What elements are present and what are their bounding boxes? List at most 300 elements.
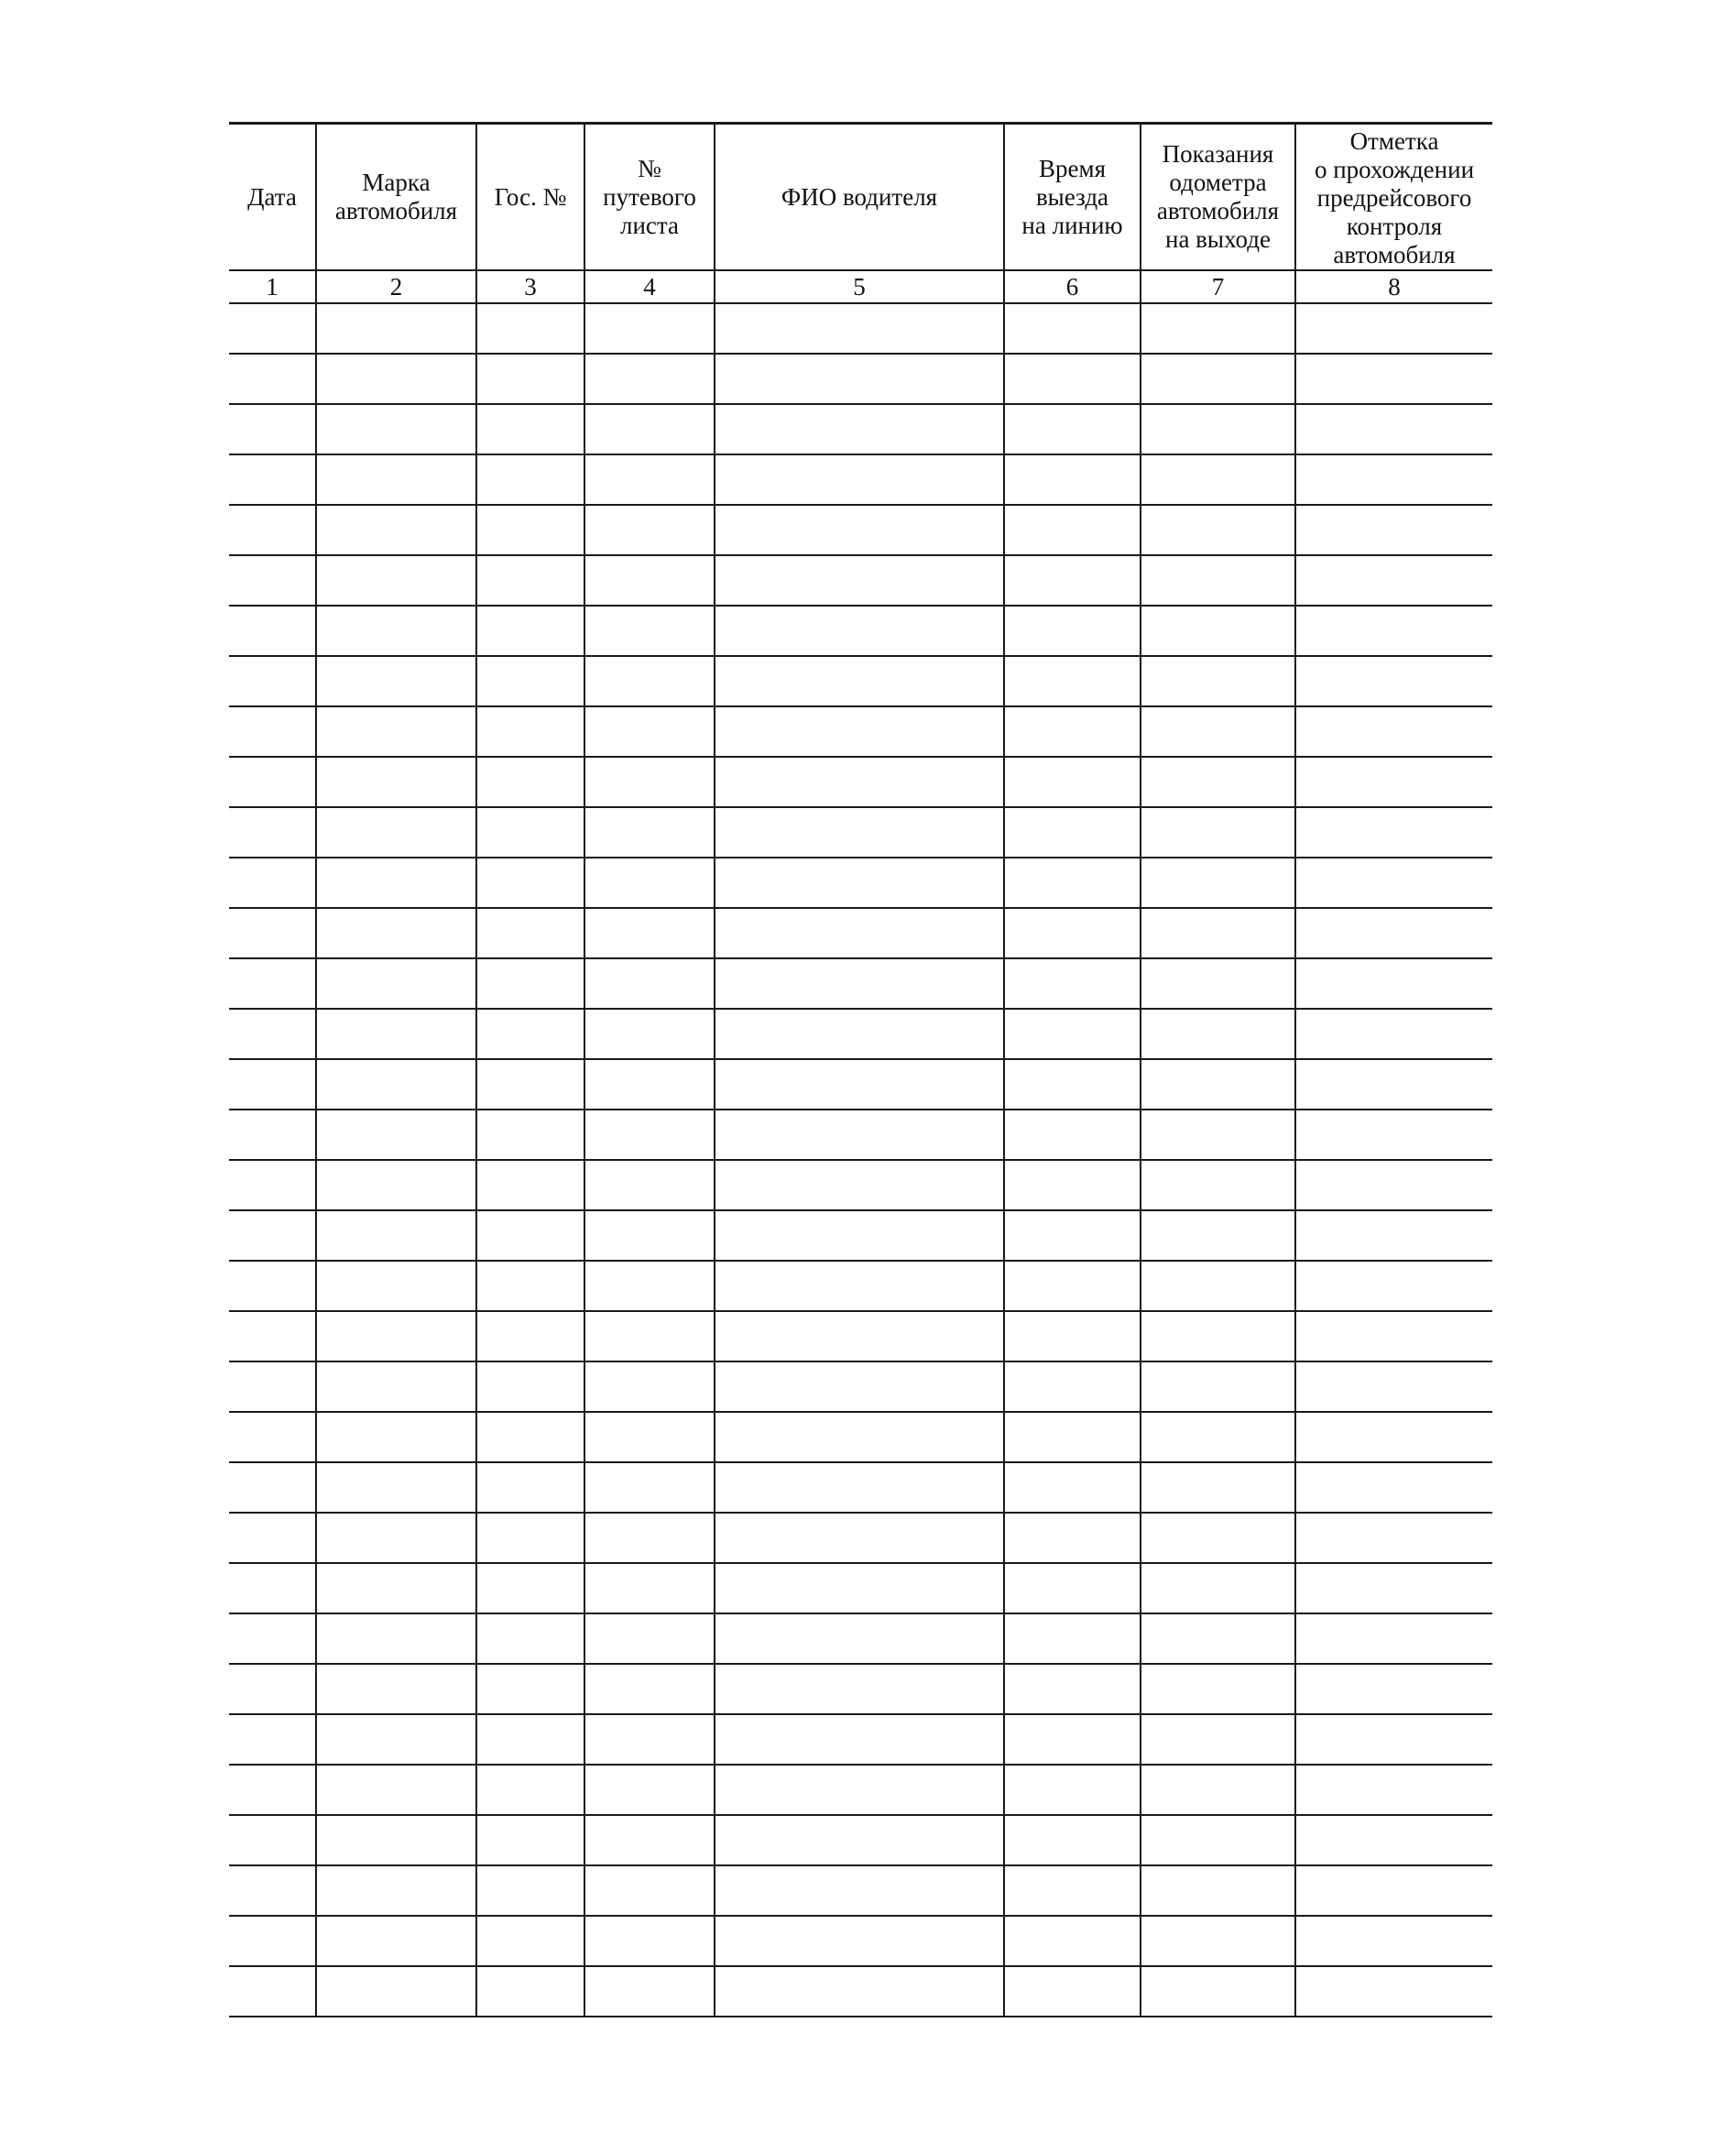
waybill-number-cell [584,1261,715,1311]
odometer-cell [1141,1361,1295,1412]
odometer-cell [1141,1412,1295,1462]
odometer-cell [1141,354,1295,404]
departure-time-cell [1004,555,1141,606]
departure-time-cell [1004,757,1141,807]
check-mark-cell [1295,1462,1492,1513]
check-mark-cell [1295,1865,1492,1916]
driver-name-cell [715,807,1004,858]
column-number: 6 [1004,270,1141,303]
date-cell [229,606,316,656]
waybill-number-cell [584,1311,715,1361]
waybill-number-cell [584,1361,715,1412]
waybill-number-cell [584,1009,715,1059]
check-mark-cell [1295,1613,1492,1664]
driver-name-cell [715,1664,1004,1714]
driver-name-cell [715,1563,1004,1613]
driver-name-cell [715,1261,1004,1311]
car-brand-cell [316,1009,476,1059]
check-mark-cell [1295,1160,1492,1210]
odometer-cell [1141,1714,1295,1765]
table-row [229,706,1492,757]
departure-time-cell [1004,1765,1141,1815]
date-cell [229,1563,316,1613]
date-cell [229,1916,316,1966]
plate-number-cell [476,1815,584,1865]
date-cell [229,1462,316,1513]
odometer-cell [1141,1865,1295,1916]
driver-name-cell [715,1009,1004,1059]
table-row [229,303,1492,354]
waybill-number-cell [584,303,715,354]
header-date: Дата [229,124,316,271]
plate-number-cell [476,1059,584,1110]
driver-name-cell [715,1412,1004,1462]
date-cell [229,404,316,454]
odometer-cell [1141,555,1295,606]
plate-number-cell [476,706,584,757]
date-cell [229,1966,316,2017]
column-number: 4 [584,270,715,303]
odometer-cell [1141,404,1295,454]
departure-time-cell [1004,1361,1141,1412]
odometer-cell [1141,1613,1295,1664]
driver-name-cell [715,1210,1004,1261]
car-brand-cell [316,757,476,807]
check-mark-cell [1295,757,1492,807]
driver-name-cell [715,1916,1004,1966]
date-cell [229,1210,316,1261]
column-number: 2 [316,270,476,303]
date-cell [229,555,316,606]
departure-time-cell [1004,656,1141,706]
table-row [229,1412,1492,1462]
date-cell [229,1613,316,1664]
waybill-number-cell [584,1462,715,1513]
driver-name-cell [715,706,1004,757]
driver-name-cell [715,303,1004,354]
driver-name-cell [715,505,1004,555]
check-mark-cell [1295,807,1492,858]
car-brand-cell [316,404,476,454]
departure-time-cell [1004,1311,1141,1361]
table-row [229,757,1492,807]
plate-number-cell [476,1865,584,1916]
plate-number-cell [476,1513,584,1563]
departure-time-cell [1004,706,1141,757]
car-brand-cell [316,1513,476,1563]
table-row [229,1563,1492,1613]
odometer-cell [1141,1815,1295,1865]
plate-number-cell [476,757,584,807]
table-row [229,454,1492,505]
driver-name-cell [715,454,1004,505]
driver-name-cell [715,958,1004,1009]
date-cell [229,858,316,908]
plate-number-cell [476,1311,584,1361]
car-brand-cell [316,1311,476,1361]
check-mark-cell [1295,1916,1492,1966]
plate-number-cell [476,1765,584,1815]
table-row [229,1865,1492,1916]
table-row [229,1966,1492,2017]
waybill-number-cell [584,1664,715,1714]
odometer-cell [1141,1563,1295,1613]
odometer-cell [1141,606,1295,656]
waybill-number-cell [584,908,715,958]
table-row [229,1664,1492,1714]
driver-name-cell [715,1462,1004,1513]
driver-name-cell [715,656,1004,706]
waybill-number-cell [584,1160,715,1210]
driver-name-cell [715,757,1004,807]
waybill-number-cell [584,555,715,606]
odometer-cell [1141,656,1295,706]
column-number: 8 [1295,270,1492,303]
departure-time-cell [1004,505,1141,555]
car-brand-cell [316,656,476,706]
plate-number-cell [476,1916,584,1966]
driver-name-cell [715,404,1004,454]
odometer-cell [1141,958,1295,1009]
header-odometer-reading: Показания одометра автомобиля на выходе [1141,124,1295,271]
plate-number-cell [476,908,584,958]
departure-time-cell [1004,1966,1141,2017]
log-table [229,122,1492,2017]
table-row [229,1462,1492,1513]
departure-time-cell [1004,1009,1141,1059]
check-mark-cell [1295,1412,1492,1462]
waybill-number-cell [584,1865,715,1916]
check-mark-cell [1295,958,1492,1009]
car-brand-cell [316,1160,476,1210]
departure-time-cell [1004,1210,1141,1261]
log-table-body [229,303,1492,2017]
check-mark-cell [1295,1765,1492,1815]
waybill-number-cell [584,606,715,656]
car-brand-cell [316,858,476,908]
date-cell [229,1765,316,1815]
check-mark-cell [1295,1664,1492,1714]
departure-time-cell [1004,1110,1141,1160]
waybill-number-cell [584,354,715,404]
car-brand-cell [316,908,476,958]
plate-number-cell [476,807,584,858]
car-brand-cell [316,1765,476,1815]
odometer-cell [1141,1765,1295,1815]
table-row [229,354,1492,404]
table-row [229,505,1492,555]
departure-time-cell [1004,908,1141,958]
plate-number-cell [476,656,584,706]
waybill-number-cell [584,1513,715,1563]
waybill-number-cell [584,1966,715,2017]
plate-number-cell [476,1160,584,1210]
car-brand-cell [316,1865,476,1916]
check-mark-cell [1295,555,1492,606]
odometer-cell [1141,454,1295,505]
waybill-number-cell [584,706,715,757]
table-row [229,1160,1492,1210]
waybill-number-cell [584,404,715,454]
car-brand-cell [316,1210,476,1261]
waybill-number-cell [584,858,715,908]
date-cell [229,454,316,505]
odometer-cell [1141,1009,1295,1059]
departure-time-cell [1004,1815,1141,1865]
waybill-number-cell [584,958,715,1009]
driver-name-cell [715,555,1004,606]
departure-time-cell [1004,858,1141,908]
column-number: 3 [476,270,584,303]
header-departure-time: Время выезда на линию [1004,124,1141,271]
car-brand-cell [316,1261,476,1311]
plate-number-cell [476,1009,584,1059]
date-cell [229,1513,316,1563]
table-row [229,555,1492,606]
driver-name-cell [715,1613,1004,1664]
table-row [229,1110,1492,1160]
header-waybill-number: № путевого листа [584,124,715,271]
car-brand-cell [316,706,476,757]
driver-name-cell [715,1059,1004,1110]
odometer-cell [1141,757,1295,807]
table-row [229,1361,1492,1412]
table-row [229,1311,1492,1361]
table-row [229,1916,1492,1966]
table-row [229,606,1492,656]
header-driver-name: ФИО водителя [715,124,1004,271]
driver-name-cell [715,354,1004,404]
waybill-number-cell [584,505,715,555]
departure-time-cell [1004,1261,1141,1311]
odometer-cell [1141,1110,1295,1160]
date-cell [229,1009,316,1059]
check-mark-cell [1295,454,1492,505]
odometer-cell [1141,1210,1295,1261]
driver-name-cell [715,606,1004,656]
table-row [229,1513,1492,1563]
car-brand-cell [316,303,476,354]
waybill-number-cell [584,807,715,858]
column-number: 5 [715,270,1004,303]
car-brand-cell [316,1664,476,1714]
table-row [229,1765,1492,1815]
table-row [229,807,1492,858]
table-row [229,958,1492,1009]
departure-time-cell [1004,404,1141,454]
table-row [229,1210,1492,1261]
driver-name-cell [715,1815,1004,1865]
odometer-cell [1141,505,1295,555]
plate-number-cell [476,505,584,555]
table-row [229,908,1492,958]
departure-time-cell [1004,1664,1141,1714]
check-mark-cell [1295,303,1492,354]
date-cell [229,706,316,757]
waybill-number-cell [584,1613,715,1664]
plate-number-cell [476,454,584,505]
departure-time-cell [1004,1865,1141,1916]
departure-time-cell [1004,1563,1141,1613]
waybill-number-cell [584,1714,715,1765]
car-brand-cell [316,1059,476,1110]
driver-name-cell [715,1714,1004,1765]
date-cell [229,1714,316,1765]
odometer-cell [1141,1160,1295,1210]
plate-number-cell [476,1210,584,1261]
departure-time-cell [1004,1059,1141,1110]
table-row [229,656,1492,706]
waybill-number-cell [584,1916,715,1966]
check-mark-cell [1295,1210,1492,1261]
departure-time-cell [1004,1462,1141,1513]
driver-name-cell [715,1311,1004,1361]
driver-name-cell [715,1160,1004,1210]
car-brand-cell [316,1361,476,1412]
driver-name-cell [715,1110,1004,1160]
plate-number-cell [476,1462,584,1513]
column-number: 1 [229,270,316,303]
table-row [229,1009,1492,1059]
date-cell [229,1815,316,1865]
plate-number-cell [476,606,584,656]
waybill-number-cell [584,1210,715,1261]
odometer-cell [1141,858,1295,908]
header-car-brand: Марка автомобиля [316,124,476,271]
car-brand-cell [316,1916,476,1966]
check-mark-cell [1295,1261,1492,1311]
waybill-number-cell [584,1110,715,1160]
waybill-number-cell [584,656,715,706]
car-brand-cell [316,505,476,555]
plate-number-cell [476,404,584,454]
departure-time-cell [1004,1714,1141,1765]
date-cell [229,1160,316,1210]
header-row [229,124,1492,271]
waybill-number-cell [584,757,715,807]
plate-number-cell [476,1966,584,2017]
car-brand-cell [316,354,476,404]
car-brand-cell [316,606,476,656]
waybill-number-cell [584,1815,715,1865]
car-brand-cell [316,555,476,606]
departure-time-cell [1004,454,1141,505]
plate-number-cell [476,555,584,606]
plate-number-cell [476,303,584,354]
odometer-cell [1141,1916,1295,1966]
departure-time-cell [1004,1160,1141,1210]
header-plate-number: Гос. № [476,124,584,271]
plate-number-cell [476,1412,584,1462]
check-mark-cell [1295,1361,1492,1412]
departure-time-cell [1004,1513,1141,1563]
date-cell [229,958,316,1009]
check-mark-cell [1295,1563,1492,1613]
waybill-number-cell [584,1059,715,1110]
check-mark-cell [1295,505,1492,555]
driver-name-cell [715,1361,1004,1412]
check-mark-cell [1295,858,1492,908]
check-mark-cell [1295,606,1492,656]
date-cell [229,354,316,404]
date-cell [229,908,316,958]
car-brand-cell [316,1110,476,1160]
plate-number-cell [476,1361,584,1412]
plate-number-cell [476,1261,584,1311]
date-cell [229,1110,316,1160]
car-brand-cell [316,454,476,505]
driver-name-cell [715,1966,1004,2017]
check-mark-cell [1295,1311,1492,1361]
odometer-cell [1141,706,1295,757]
waybill-number-cell [584,1765,715,1815]
check-mark-cell [1295,1110,1492,1160]
table-row [229,404,1492,454]
table-row [229,1613,1492,1664]
check-mark-cell [1295,656,1492,706]
departure-time-cell [1004,303,1141,354]
check-mark-cell [1295,1009,1492,1059]
vehicle-departure-log-form [229,122,1492,2017]
odometer-cell [1141,908,1295,958]
car-brand-cell [316,1412,476,1462]
plate-number-cell [476,1714,584,1765]
check-mark-cell [1295,706,1492,757]
car-brand-cell [316,958,476,1009]
waybill-number-cell [584,1563,715,1613]
date-cell [229,1865,316,1916]
odometer-cell [1141,1513,1295,1563]
check-mark-cell [1295,908,1492,958]
date-cell [229,303,316,354]
car-brand-cell [316,1966,476,2017]
odometer-cell [1141,1462,1295,1513]
date-cell [229,1261,316,1311]
driver-name-cell [715,1765,1004,1815]
odometer-cell [1141,1311,1295,1361]
departure-time-cell [1004,606,1141,656]
plate-number-cell [476,858,584,908]
odometer-cell [1141,1664,1295,1714]
check-mark-cell [1295,1815,1492,1865]
plate-number-cell [476,1664,584,1714]
date-cell [229,757,316,807]
plate-number-cell [476,1563,584,1613]
waybill-number-cell [584,454,715,505]
table-row [229,1059,1492,1110]
table-row [229,1261,1492,1311]
driver-name-cell [715,1513,1004,1563]
column-number-row [229,270,1492,303]
table-row [229,1815,1492,1865]
plate-number-cell [476,354,584,404]
plate-number-cell [476,1613,584,1664]
odometer-cell [1141,1966,1295,2017]
car-brand-cell [316,807,476,858]
column-number: 7 [1141,270,1295,303]
check-mark-cell [1295,1714,1492,1765]
departure-time-cell [1004,1613,1141,1664]
driver-name-cell [715,908,1004,958]
check-mark-cell [1295,404,1492,454]
check-mark-cell [1295,354,1492,404]
car-brand-cell [316,1613,476,1664]
departure-time-cell [1004,807,1141,858]
car-brand-cell [316,1714,476,1765]
car-brand-cell [316,1462,476,1513]
odometer-cell [1141,1261,1295,1311]
table-row [229,858,1492,908]
